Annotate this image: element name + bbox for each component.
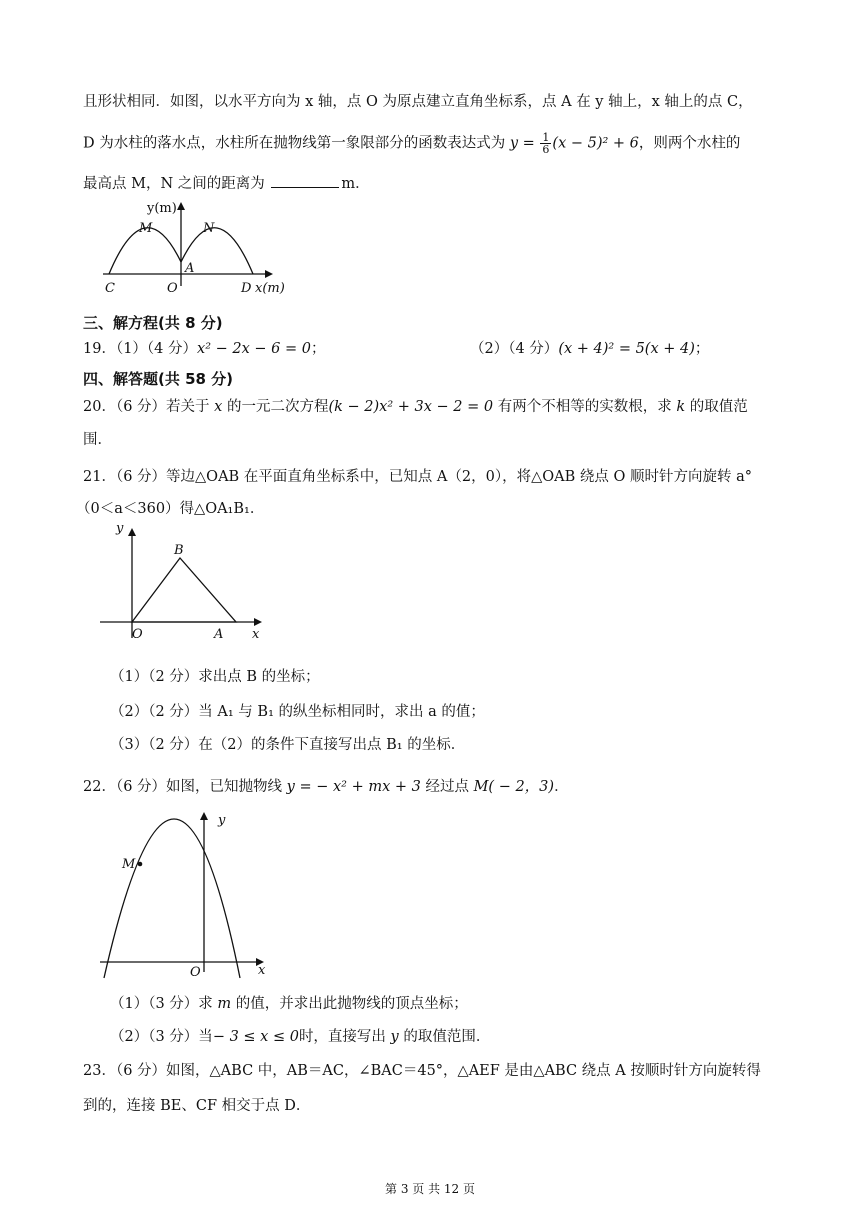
- q22-equation: y = − x² + mx + 3: [286, 779, 421, 795]
- q19-part2-label: （2）（4 分）: [470, 341, 559, 357]
- fig3-label-y: y: [218, 813, 226, 828]
- fig2-label-x: x: [252, 627, 260, 642]
- fig2-label-y: y: [116, 521, 124, 536]
- q22-var-y: y: [390, 1029, 399, 1045]
- fig2-label-o: O: [132, 627, 143, 642]
- q21-part1-text: （1）（2 分）求出点 B 的坐标；: [110, 669, 320, 685]
- q22-part2: [110, 1027, 490, 1047]
- q20-line1: [83, 397, 748, 417]
- q19-part2: [470, 339, 709, 359]
- q20-text-d: 的取值范: [685, 399, 748, 415]
- q18-line1-text: 且形状相同．如图，以水平方向为 x 轴，点 O 为原点建立直角坐标系，点 A 在 y 轴上，x 轴上的点 C，: [83, 94, 753, 110]
- section-4-title-text: 四、解答题(共 58 分): [83, 370, 234, 388]
- fig1-label-d: D: [241, 281, 252, 296]
- q21-line2-text: （0＜a＜360）得△OA₁B₁．: [76, 501, 265, 517]
- figure-water-jets: [95, 196, 295, 298]
- fig1-label-m: M: [139, 221, 153, 236]
- q20-var-x: x: [214, 399, 223, 415]
- q21-part3: [110, 735, 465, 755]
- section-3-title: [83, 313, 223, 333]
- q20-line2: [83, 430, 112, 450]
- page-footer: [0, 1180, 860, 1197]
- q22-part1-a: （1）（3 分）求: [110, 996, 218, 1012]
- q21-part1: [110, 667, 320, 687]
- q18-line2: [83, 132, 740, 155]
- q20-text-b: 的一元二次方程: [222, 399, 329, 415]
- fig1-label-c: C: [105, 281, 115, 296]
- q18-formula-prefix: y =: [509, 135, 540, 152]
- q22-inequality: − 3 ≤ x ≤ 0: [212, 1029, 299, 1045]
- fig2-label-a: A: [214, 627, 224, 642]
- fig2-triangle: [132, 558, 236, 622]
- q22-part2-c: 的取值范围．: [398, 1029, 491, 1045]
- q18-frac-num: 1: [542, 131, 550, 144]
- q21-part2-text: （2）（2 分）当 A₁ 与 B₁ 的纵坐标相同时，求出 a 的值；: [110, 704, 485, 720]
- q19-part2-equation: (x + 4)² = 5(x + 4): [558, 341, 695, 357]
- fig2-x-arrow: [254, 618, 262, 626]
- q22-part1: [110, 994, 468, 1014]
- page-number: 第 3 页 共 12 页: [385, 1182, 475, 1196]
- q20-text-a: 20．（6 分）若关于: [83, 399, 215, 415]
- q23-line2: [83, 1096, 310, 1116]
- figure-triangle-oab: [96, 518, 276, 642]
- q23-line1: [83, 1061, 761, 1081]
- section-3-title-text: 三、解方程(共 8 分): [83, 314, 223, 332]
- q22-point: M( − 2，3): [473, 779, 555, 795]
- q21-line2: [76, 499, 264, 519]
- q21-line1-text: 21．（6 分）等边△OAB 在平面直角坐标系中，已知点 A（2，0），将△OAB 绕点 O 顺时针方向旋转 a°: [83, 469, 752, 485]
- q22-line1: [83, 777, 569, 797]
- q22-line1-end: ．: [554, 779, 569, 795]
- fig3-label-o: O: [190, 965, 201, 980]
- fig1-label-o: O: [167, 281, 178, 296]
- q22-var-m: m: [217, 996, 232, 1012]
- q18-line2-text: D 为水柱的落水点，水柱所在抛物线第一象限部分的函数表达式为: [83, 135, 510, 152]
- q23-line1-text: 23．（6 分）如图，△ABC 中，AB＝AC，∠BAC＝45°，△AEF 是由△ABC 绕点 A 按顺时针方向旋转得: [83, 1063, 761, 1079]
- q19-number: 19．: [83, 341, 116, 357]
- q22-part1-b: 的值，并求出此抛物线的顶点坐标；: [231, 996, 468, 1012]
- fig1-y-arrow: [177, 202, 185, 210]
- q19-part2-end: ；: [694, 341, 710, 357]
- answer-blank[interactable]: [271, 173, 339, 188]
- q21-part3-text: （3）（2 分）在（2）的条件下直接写出点 B₁ 的坐标．: [110, 737, 466, 753]
- fig1-label-n: N: [203, 221, 215, 236]
- fig3-parabola-curve: [104, 819, 240, 978]
- q18-line2-end: ，则两个水柱的: [638, 135, 741, 152]
- fig1-xlabel: x(m): [255, 281, 285, 296]
- section-4-title: [83, 369, 233, 389]
- fig1-label-a: A: [185, 261, 195, 276]
- q22-text-b: 经过点: [420, 779, 474, 795]
- fig1-x-arrow: [265, 270, 273, 278]
- figure-parabola: [96, 810, 276, 982]
- fig2-y-arrow: [128, 528, 136, 536]
- q20-line2-text: 围．: [83, 432, 112, 448]
- q18-formula-suffix: (x − 5)² + 6: [552, 135, 639, 152]
- q18-fraction: [540, 132, 551, 155]
- q23-line2-text: 到的，连接 BE、CF 相交于点 D．: [83, 1098, 311, 1114]
- q19-part1-equation: x² − 2x − 6 = 0: [197, 341, 311, 357]
- q21-line1: [83, 467, 752, 487]
- q18-line3: [83, 173, 370, 194]
- q18-line3-text: 最高点 M，N 之间的距离为: [83, 176, 270, 192]
- q22-part2-b: 时，直接写出: [298, 1029, 391, 1045]
- q22-text-a: 22．（6 分）如图，已知抛物线: [83, 779, 287, 795]
- q19-part1-label: （1）（4 分）: [115, 341, 198, 357]
- fig3-label-x: x: [258, 963, 266, 978]
- fig2-label-b: B: [174, 543, 184, 558]
- q22-part2-a: （2）（3 分）当: [110, 1029, 213, 1045]
- q19-line: [83, 339, 325, 359]
- q18-unit: m．: [341, 176, 370, 192]
- q20-text-c: 有两个不相等的实数根，求: [493, 399, 677, 415]
- q20-var-k: k: [676, 399, 686, 415]
- q20-equation: (k − 2)x² + 3x − 2 = 0: [328, 399, 494, 415]
- q18-frac-den: 6: [542, 143, 550, 156]
- q19-part1-end: ；: [310, 341, 326, 357]
- q21-part2: [110, 702, 485, 722]
- fig3-label-m: M: [122, 857, 136, 872]
- fig3-y-arrow: [200, 812, 208, 820]
- q18-line1: [83, 92, 753, 112]
- fig3-point-m: [138, 862, 143, 867]
- fig1-ylabel: y(m): [147, 201, 177, 216]
